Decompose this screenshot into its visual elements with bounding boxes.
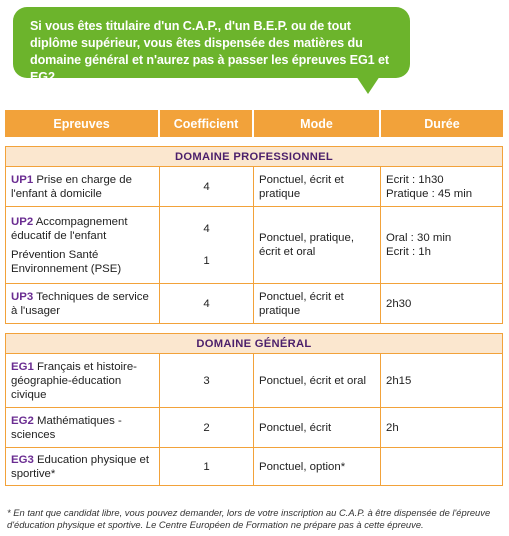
epreuve-title-pse: Prévention Santé Environnement (PSE) — [11, 248, 122, 275]
epreuve-title: Français et histoire-géographie-éducation civique — [11, 360, 137, 401]
header-duree: Durée — [381, 110, 503, 137]
domain-professionnel-label: DOMAINE PROFESSIONNEL — [5, 146, 503, 167]
domain-row-professionnel — [5, 146, 503, 167]
epreuve-title: Mathématiques - sciences — [11, 414, 122, 441]
table-row-up2 — [5, 207, 503, 284]
epreuve-cell — [5, 354, 160, 408]
mode-cell: Ponctuel, écrit et pratique — [254, 167, 381, 207]
epreuve-title: Education physique et sportive* — [11, 453, 150, 480]
epreuve-cell — [5, 284, 160, 324]
coefficient-cell: 4 — [160, 167, 254, 207]
duree-line: Ecrit : 1h — [386, 246, 431, 258]
table-header-row — [5, 110, 503, 137]
coefficient-cell — [160, 207, 254, 284]
info-bubble-tail — [356, 76, 380, 94]
table-row-eg3 — [5, 448, 503, 486]
duree-cell — [381, 207, 503, 284]
duree-cell — [381, 167, 503, 207]
duree-cell: 2h — [381, 408, 503, 448]
mode-cell: Ponctuel, pratique, écrit et oral — [254, 207, 381, 284]
epreuve-title: Prise en charge de l'enfant à domicile — [11, 173, 132, 200]
coefficient-cell: 3 — [160, 354, 254, 408]
duree-cell — [381, 448, 503, 486]
epreuve-code: UP2 — [11, 215, 34, 228]
epreuve-cell — [5, 167, 160, 207]
coefficient-cell: 1 — [160, 448, 254, 486]
info-bubble — [13, 7, 410, 84]
epreuve-code: EG2 — [11, 414, 34, 427]
duree-line: Ecrit : 1h30 — [386, 173, 444, 186]
table-row-up3 — [5, 284, 503, 324]
footnote: * En tant que candidat libre, vous pouvez demander, lors de votre inscription au C.A.P. à être dispensée de l'épreuve d'éducation physique et sportive. Le Centre Européen de Formation ne prépare pas à cette épreuve. — [7, 507, 491, 530]
epreuve-cell — [5, 207, 160, 284]
epreuve-cell — [5, 448, 160, 486]
table-row-up1 — [5, 167, 503, 207]
mode-cell: Ponctuel, écrit — [254, 408, 381, 448]
duree-line: Pratique : 45 min — [386, 187, 473, 200]
coefficient-cell: 4 — [160, 284, 254, 324]
epreuve-title: Techniques de service à l'usager — [11, 290, 149, 317]
duree-cell: 2h30 — [381, 284, 503, 324]
header-coefficient: Coefficient — [160, 110, 254, 137]
header-epreuves: Epreuves — [5, 110, 160, 137]
mode-cell: Ponctuel, écrit et oral — [254, 354, 381, 408]
header-mode: Mode — [254, 110, 381, 137]
epreuve-code: EG3 — [11, 453, 34, 466]
epreuve-code: UP3 — [11, 290, 34, 303]
epreuve-cell — [5, 408, 160, 448]
exam-table — [5, 110, 503, 486]
coefficient-value-pse: 1 — [203, 255, 210, 267]
domain-general-label: DOMAINE GÉNÉRAL — [5, 333, 503, 354]
domain-row-general — [5, 333, 503, 354]
table-row-eg2 — [5, 408, 503, 448]
table-row-eg1 — [5, 354, 503, 408]
duree-line: Oral : 30 min — [386, 232, 452, 244]
epreuve-code: UP1 — [11, 173, 34, 186]
mode-cell: Ponctuel, écrit et pratique — [254, 284, 381, 324]
info-bubble-text: Si vous êtes titulaire d'un C.A.P., d'un B.E.P. ou de tout diplôme supérieur, vous êtes dispensée des matières du domaine général et n'aurez pas à passer les épreuves EG1 et EG2. — [30, 19, 389, 84]
coefficient-cell: 2 — [160, 408, 254, 448]
duree-cell: 2h15 — [381, 354, 503, 408]
coefficient-value: 4 — [203, 223, 210, 235]
epreuve-title: Accompagnement éducatif de l'enfant — [11, 215, 128, 242]
epreuve-code: EG1 — [11, 360, 34, 373]
mode-cell: Ponctuel, option* — [254, 448, 381, 486]
